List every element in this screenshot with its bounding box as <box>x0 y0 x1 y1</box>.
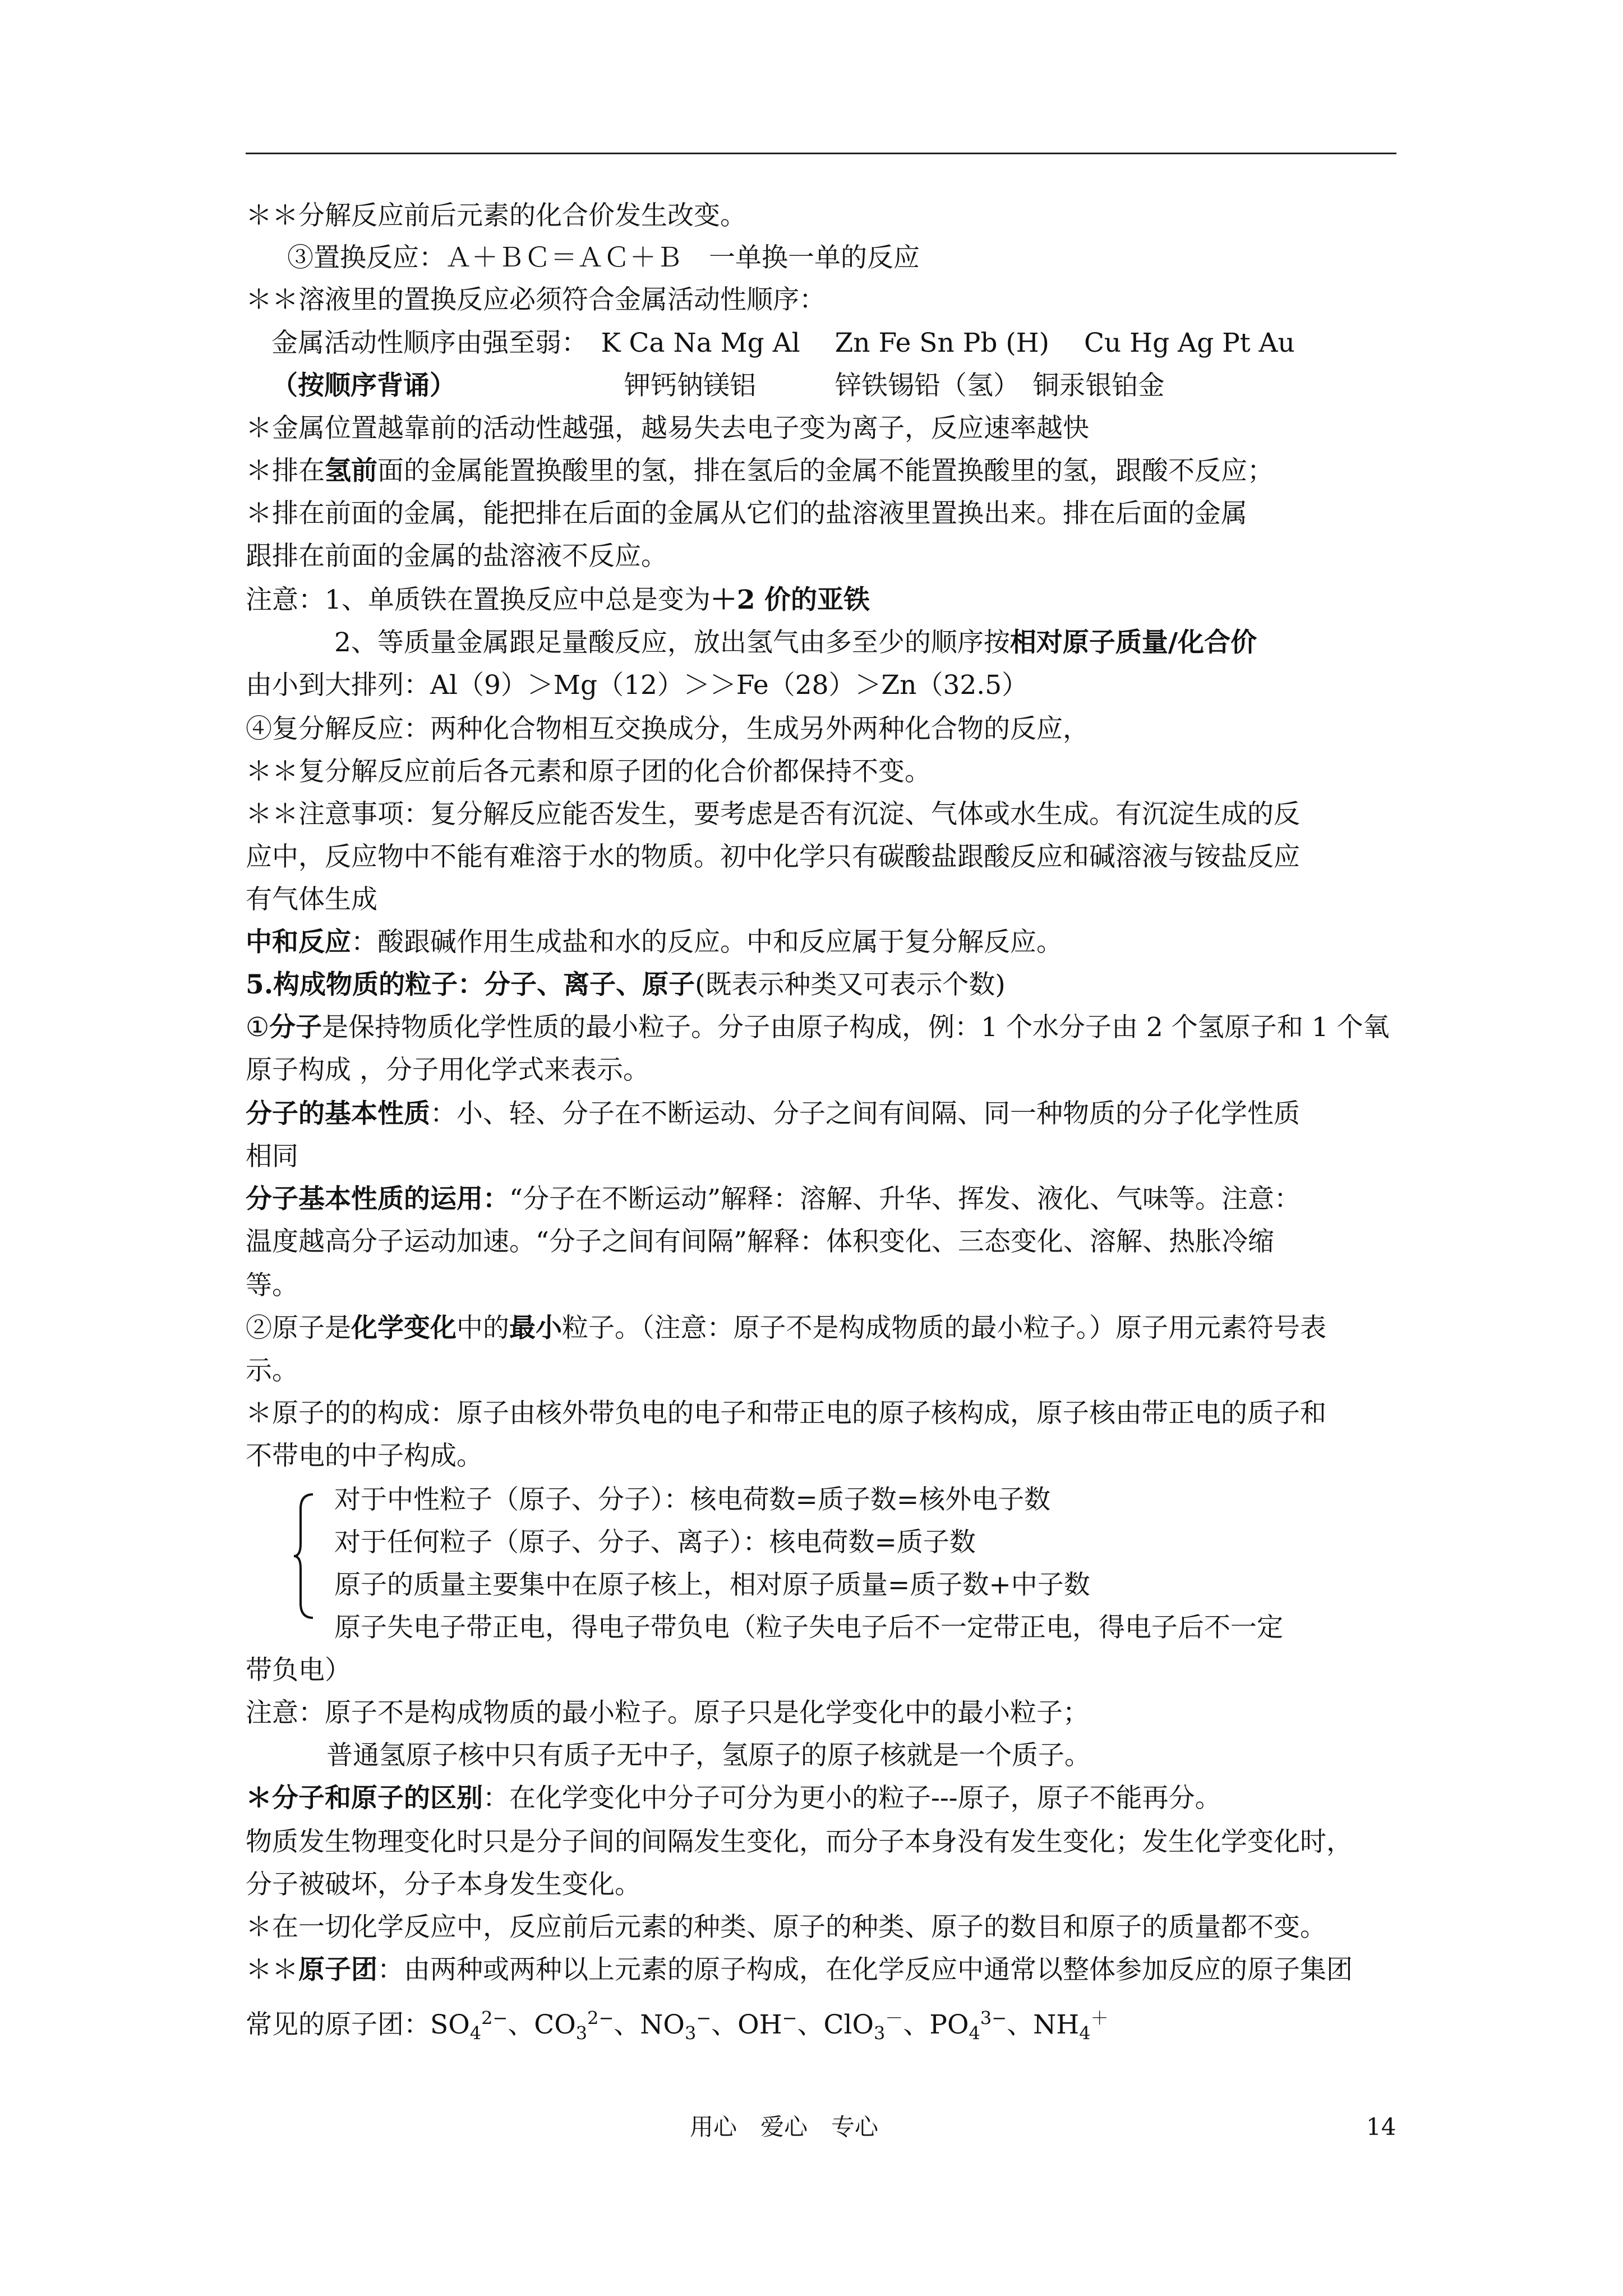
text-line <box>271 369 1165 403</box>
text-line <box>246 1182 1301 1216</box>
text-span: ① <box>246 1012 270 1043</box>
text-line: ③置换反应：Ａ＋ＢＣ＝ＡＣ＋Ｂ 一单换一单的反应 <box>287 242 920 273</box>
text-line: 分子被破坏，分子本身发生变化。 <box>246 1869 641 1900</box>
text-span: ②原子是 <box>246 1313 351 1343</box>
ion-list <box>246 2008 1109 2042</box>
bold-note: （按顺序背诵） <box>271 370 456 401</box>
bold-term: 5.构成物质的粒子：分子、离子、原子 <box>246 969 695 1000</box>
formula: SO <box>430 2009 470 2040</box>
text-span: 粒子。（注意：原子不是构成物质的最小粒子。）原子用元素符号表 <box>562 1313 1326 1343</box>
text-line: 有气体生成 <box>246 884 377 915</box>
formula: ClO <box>823 2009 874 2040</box>
text-line: 对于任何粒子（原子、分子、离子）：核电荷数=质子数 <box>334 1527 976 1558</box>
text-line: ＊＊分解反应前后元素的化合价发生改变。 <box>246 200 746 231</box>
subscript: 3 <box>874 2022 886 2044</box>
header-rule <box>246 153 1396 154</box>
text-line <box>246 926 1063 959</box>
text-line: 物质发生物理变化时只是分子间的间隔发生变化，而分子本身没有发生变化；发生化学变化时， <box>246 1826 1353 1857</box>
bold-term: ＊分子和原子的区别 <box>246 1783 483 1814</box>
text-line: 应中，反应物中不能有难溶于水的物质。初中化学只有碳酸盐跟酸反应和碱溶液与铵盐反应 <box>246 841 1300 872</box>
text-span: ：在化学变化中分子可分为更小的粒子---原子，原子不能再分。 <box>483 1783 1221 1814</box>
text-line: 示。 <box>246 1355 298 1386</box>
superscript: − <box>782 2007 797 2029</box>
text-line <box>246 1782 1221 1815</box>
bold-term: 中和反应 <box>246 927 351 958</box>
bold-term: 氢前 <box>325 455 377 486</box>
text-line: 不带电的中子构成。 <box>246 1441 483 1471</box>
text-span: ＊排在 <box>246 455 325 486</box>
bold-term: ＋2 价的亚铁 <box>710 585 870 615</box>
text-line <box>246 1097 1300 1131</box>
curly-brace-icon <box>293 1492 315 1620</box>
superscript: ＋ <box>1090 2007 1109 2029</box>
bold-term: 原子团 <box>298 1954 377 1985</box>
formula: NO <box>640 2009 685 2040</box>
text-span: 常见的原子团： <box>246 2009 430 2040</box>
text-span: ：由两种或两种以上元素的原子构成，在化学反应中通常以整体参加反应的原子集团 <box>377 1954 1353 1985</box>
text-span: ：酸跟碱作用生成盐和水的反应。中和反应属于复分解反应。 <box>351 927 1063 958</box>
bold-term: 分子基本性质的运用： <box>246 1184 509 1214</box>
text-span: 注意：1、单质铁在置换反应中总是变为 <box>246 585 711 615</box>
text-span: “分子在不断运动”解释：溶解、升华、挥发、液化、气味等。注意： <box>509 1184 1301 1214</box>
separator: 、 <box>614 2009 640 2040</box>
text-line: ＊排在前面的金属，能把排在后面的金属从它们的盐溶液里置换出来。排在后面的金属 <box>246 498 1247 529</box>
subscript: 3 <box>684 2022 697 2044</box>
text-line: 注意：原子不是构成物质的最小粒子。原子只是化学变化中的最小粒子； <box>246 1697 1089 1728</box>
text-line: 相同 <box>246 1141 298 1172</box>
text-line <box>246 454 1274 488</box>
subscript: 4 <box>469 2022 482 2044</box>
bold-term: 最小 <box>509 1313 562 1343</box>
text-line: 等。 <box>246 1270 298 1301</box>
bold-term: 分子 <box>269 1012 322 1043</box>
text-line: 金属活动性顺序由强至弱： K Ca Na Mg Al Zn Fe Sn Pb (H) Cu Hg Ag Pt Au <box>271 328 1295 358</box>
separator: 、 <box>903 2009 930 2040</box>
text-span: (既表示种类又可表示个数) <box>695 969 1006 1000</box>
footer-motto: 用心 爱心 专心 <box>690 2113 879 2141</box>
text-span: ＊＊ <box>246 1954 298 1985</box>
superscript: 2− <box>481 2007 508 2029</box>
text-line: 普通氢原子核中只有质子无中子，氢原子的原子核就是一个质子。 <box>326 1740 1091 1771</box>
text-line: 原子构成 ，分子用化学式来表示。 <box>246 1055 649 1085</box>
bold-term: 相对原子质量/化合价 <box>1009 627 1257 658</box>
text-line: ＊＊溶液里的置换反应必须符合金属活动性顺序： <box>246 284 826 315</box>
subscript: 3 <box>575 2022 588 2044</box>
text-line: 对于中性粒子（原子、分子）：核电荷数=质子数=核外电子数 <box>334 1484 1051 1515</box>
bold-term: 分子的基本性质 <box>246 1098 430 1129</box>
superscript: 2− <box>587 2007 614 2029</box>
text-line: 温度越高分子运动加速。“分子之间有间隔”解释：体积变化、三态变化、溶解、热胀冷缩 <box>246 1226 1275 1257</box>
subscript: 4 <box>1079 2022 1091 2044</box>
superscript: 3− <box>980 2007 1007 2029</box>
text-line: 原子的质量主要集中在原子核上，相对原子质量=质子数+中子数 <box>334 1570 1090 1600</box>
text-line <box>246 583 870 617</box>
text-span: ：小、轻、分子在不断运动、分子之间有间隔、同一种物质的分子化学性质 <box>430 1098 1300 1129</box>
text-span: 中的 <box>457 1313 509 1343</box>
formula: CO <box>534 2009 576 2040</box>
text-line <box>246 1312 1326 1345</box>
formula: PO <box>929 2009 969 2040</box>
superscript: − <box>696 2007 712 2029</box>
text-line: 原子失电子带正电，得电子带负电（粒子失电子后不一定带正电，得电子后不一定 <box>334 1612 1283 1643</box>
text-span: 2、等质量金属跟足量酸反应，放出氢气由多至少的顺序按 <box>334 627 1010 658</box>
text-line: 带负电） <box>246 1655 351 1686</box>
formula: OH <box>737 2009 782 2040</box>
section-heading <box>246 968 1006 1002</box>
text-line: ＊金属位置越靠前的活动性越强，越易失去电子变为离子，反应速率越快 <box>246 413 1089 444</box>
separator: 、 <box>711 2009 738 2040</box>
bold-term: 化学变化 <box>351 1313 457 1343</box>
text-line <box>334 626 1257 660</box>
separator: 、 <box>797 2009 824 2040</box>
subscript: 4 <box>969 2022 980 2044</box>
superscript: － <box>885 2007 903 2029</box>
text-line: ＊原子的的构成：原子由核外带负电的电子和带正电的原子核构成，原子核由带正电的质子和 <box>246 1398 1326 1429</box>
mnemonic: 钾钙钠镁铝 锌铁锡铅（氢） 铜汞银铂金 <box>624 370 1165 401</box>
text-line: ＊在一切化学反应中，反应前后元素的种类、原子的种类、原子的数目和原子的质量都不变。 <box>246 1912 1326 1943</box>
text-line: 跟排在前面的金属的盐溶液不反应。 <box>246 541 667 572</box>
text-line: ＊＊注意事项：复分解反应能否发生，要考虑是否有沉淀、气体或水生成。有沉淀生成的反 <box>246 799 1300 830</box>
page-number: 14 <box>1366 2113 1396 2141</box>
text-line: ＊＊复分解反应前后各元素和原子团的化合价都保持不变。 <box>246 756 931 787</box>
text-line: ④复分解反应：两种化合物相互交换成分，生成另外两种化合物的反应， <box>246 714 1089 744</box>
text-span: 面的金属能置换酸里的氢，排在氢后的金属不能置换酸里的氢，跟酸不反应； <box>377 455 1274 486</box>
text-line: 由小到大排列：Al（9）＞Mg（12）＞＞Fe（28）＞Zn（32.5） <box>246 670 1029 701</box>
text-line <box>246 1953 1353 1987</box>
formula: NH <box>1033 2009 1080 2040</box>
separator: 、 <box>508 2009 534 2040</box>
text-span: 是保持物质化学性质的最小粒子。分子由原子构成，例：1 个水分子由 2 个氢原子和 1 个氧 <box>322 1012 1390 1043</box>
text-line <box>246 1011 1390 1045</box>
separator: 、 <box>1007 2009 1034 2040</box>
